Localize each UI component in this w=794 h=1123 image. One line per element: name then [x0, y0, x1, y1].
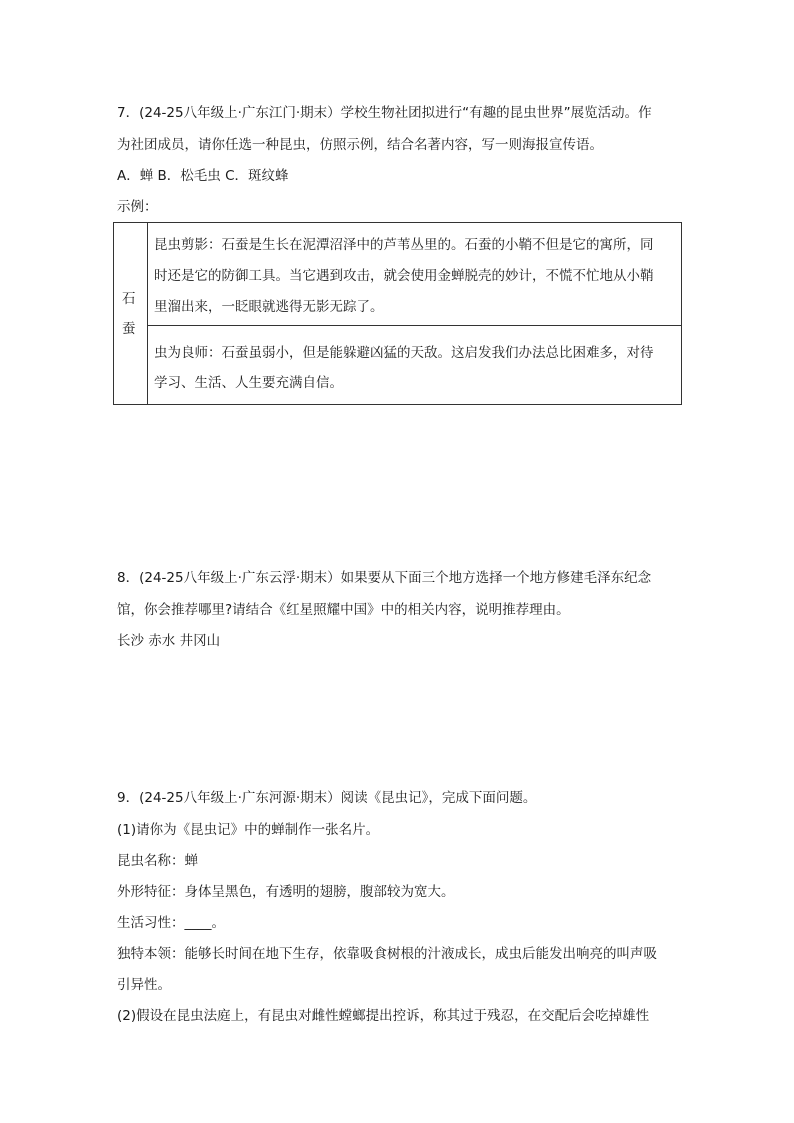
silhouette-line1: 昆虫剪影：石蚕是生长在泥潭沼泽中的芦苇丛里的。石蚕的小鞘不但是它的寓所，同 — [154, 237, 654, 253]
table-row-divider — [148, 325, 681, 326]
insect-name-cell — [114, 223, 148, 404]
q8-stem-line2: 馆，你会推荐哪里?请结合《红星照耀中国》中的相关内容，说明推荐理由。 — [117, 602, 570, 618]
insect-name-char1: 石 — [122, 291, 136, 307]
teacher-line2: 学习、生活、人生要充满自信。 — [154, 375, 343, 391]
insect-name-char2: 蚕 — [122, 321, 136, 337]
q9-subquestion-2: (2)假设在昆虫法庭上，有昆虫对雌性螳螂提出控诉，称其过于残忍，在交配后会吃掉雄性 — [117, 1008, 650, 1024]
q9-subquestion-1: (1)请你为《昆虫记》中的蝉制作一张名片。 — [117, 822, 380, 838]
example-table — [113, 222, 682, 405]
q7-stem-line1: 7．(24-25八年级上·广东江门·期末）学校生物社团拟进行“有趣的昆虫世界”展览活动。作 — [117, 105, 652, 121]
card-skill-line1: 独特本领：能够长时间在地下生存，依靠吸食树根的汁液成长，成虫后能发出响亮的叫声吸 — [117, 946, 657, 962]
q7-stem-line2: 为社团成员，请你任选一种昆虫，仿照示例，结合名著内容，写一则海报宣传语。 — [117, 137, 603, 153]
card-insect-name: 昆虫名称：蝉 — [117, 853, 198, 869]
silhouette-line2: 时还是它的防御工具。当它遇到攻击，就会使用金蝉脱壳的妙计，不慌不忙地从小鞘 — [154, 268, 654, 284]
q7-options: A．蝉 B．松毛虫 C．斑纹蜂 — [117, 168, 289, 184]
silhouette-line3: 里溜出来，一眨眼就逃得无影无踪了。 — [154, 299, 384, 315]
card-habits-blank: 生活习性：____。 — [117, 915, 225, 931]
q9-stem: 9．(24-25八年级上·广东河源·期末）阅读《昆虫记》，完成下面问题。 — [117, 790, 537, 806]
teacher-line1: 虫为良师：石蚕虽弱小，但是能躲避凶猛的天敌。这启发我们办法总比困难多，对待 — [154, 345, 654, 361]
q8-places: 长沙 赤水 井冈山 — [117, 633, 221, 649]
q7-example-label: 示例： — [117, 199, 158, 215]
card-skill-line2: 引异性。 — [117, 977, 171, 993]
card-appearance: 外形特征：身体呈黑色，有透明的翅膀，腹部较为宽大。 — [117, 884, 455, 900]
q8-stem-line1: 8．(24-25八年级上·广东云浮·期末）如果要从下面三个地方选择一个地方修建毛泽东纪念 — [117, 570, 652, 586]
